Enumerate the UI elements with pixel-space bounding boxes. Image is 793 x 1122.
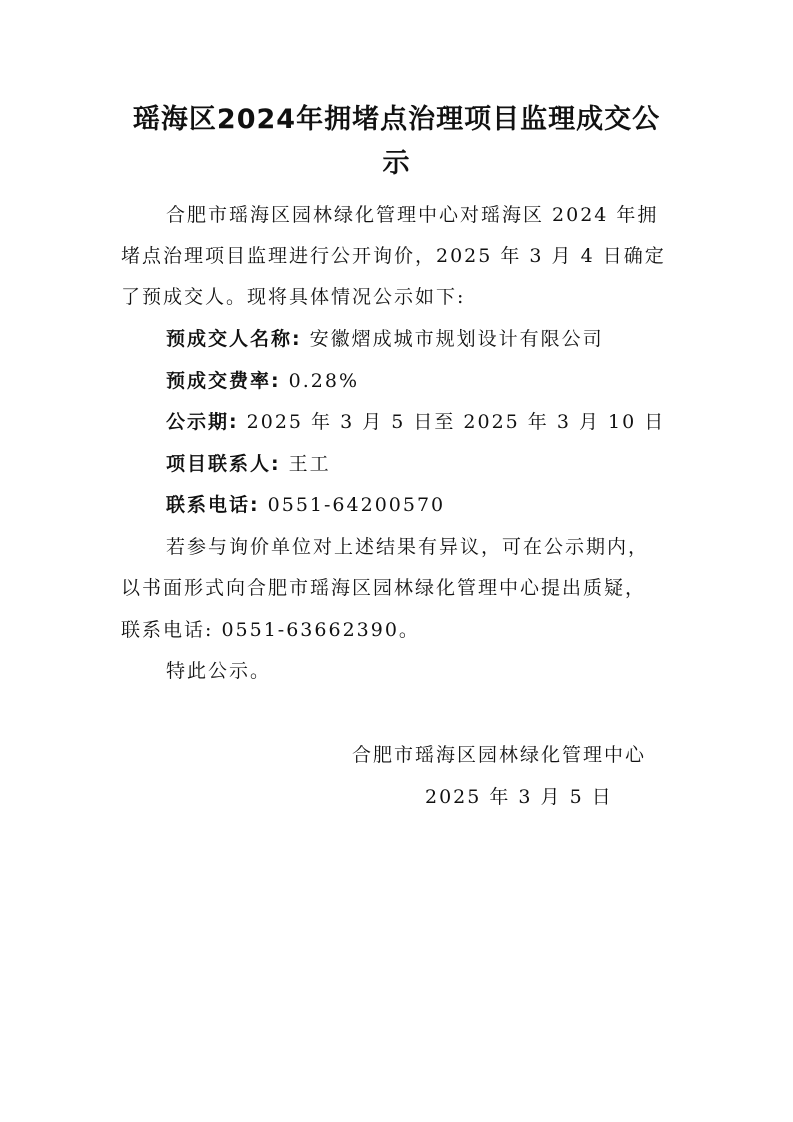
objection-line-3: 联系电话: 0551-63662390。	[121, 619, 420, 641]
objection-line-1: 若参与询价单位对上述结果有异议，可在公示期内，	[166, 536, 650, 558]
signature-org: 合肥市瑶海区园林绿化管理中心	[352, 744, 647, 766]
field-fee-rate	[166, 366, 359, 396]
field-contact-phone	[166, 490, 445, 520]
title-line-2: 示	[382, 148, 411, 179]
field-contact-phone-value: 0551-64200570	[259, 494, 446, 516]
intro-line-2: 堵点治理项目监理进行公开询价，2025 年 3 月 4 日确定	[121, 245, 666, 267]
document-title	[100, 98, 693, 186]
field-awardee	[166, 324, 604, 354]
field-fee-rate-value: 0.28%	[280, 370, 360, 392]
field-contact-person-value: 王工	[280, 453, 331, 475]
title-line-1: 瑶海区2024年拥堵点治理项目监理成交公	[132, 104, 661, 135]
field-contact-phone-label: 联系电话:	[166, 494, 260, 516]
signature-date: 2025 年 3 月 5 日	[425, 786, 613, 808]
field-publicity-period-label: 公示期:	[166, 411, 239, 433]
closing-text: 特此公示。	[166, 660, 272, 682]
field-awardee-label: 预成交人名称:	[166, 328, 302, 350]
field-awardee-value: 安徽熠成城市规划设计有限公司	[301, 328, 604, 350]
field-contact-person	[166, 449, 331, 479]
intro-line-3: 了预成交人。现将具体情况公示如下:	[121, 286, 466, 308]
objection-line-2: 以书面形式向合肥市瑶海区园林绿化管理中心提出质疑，	[121, 577, 647, 599]
field-contact-person-label: 项目联系人:	[166, 453, 281, 475]
field-fee-rate-label: 预成交费率:	[166, 370, 281, 392]
intro-line-1: 合肥市瑶海区园林绿化管理中心对瑶海区 2024 年拥	[166, 204, 659, 226]
field-publicity-period-value: 2025 年 3 月 5 日至 2025 年 3 月 10 日	[238, 411, 666, 433]
field-publicity-period	[166, 407, 665, 437]
